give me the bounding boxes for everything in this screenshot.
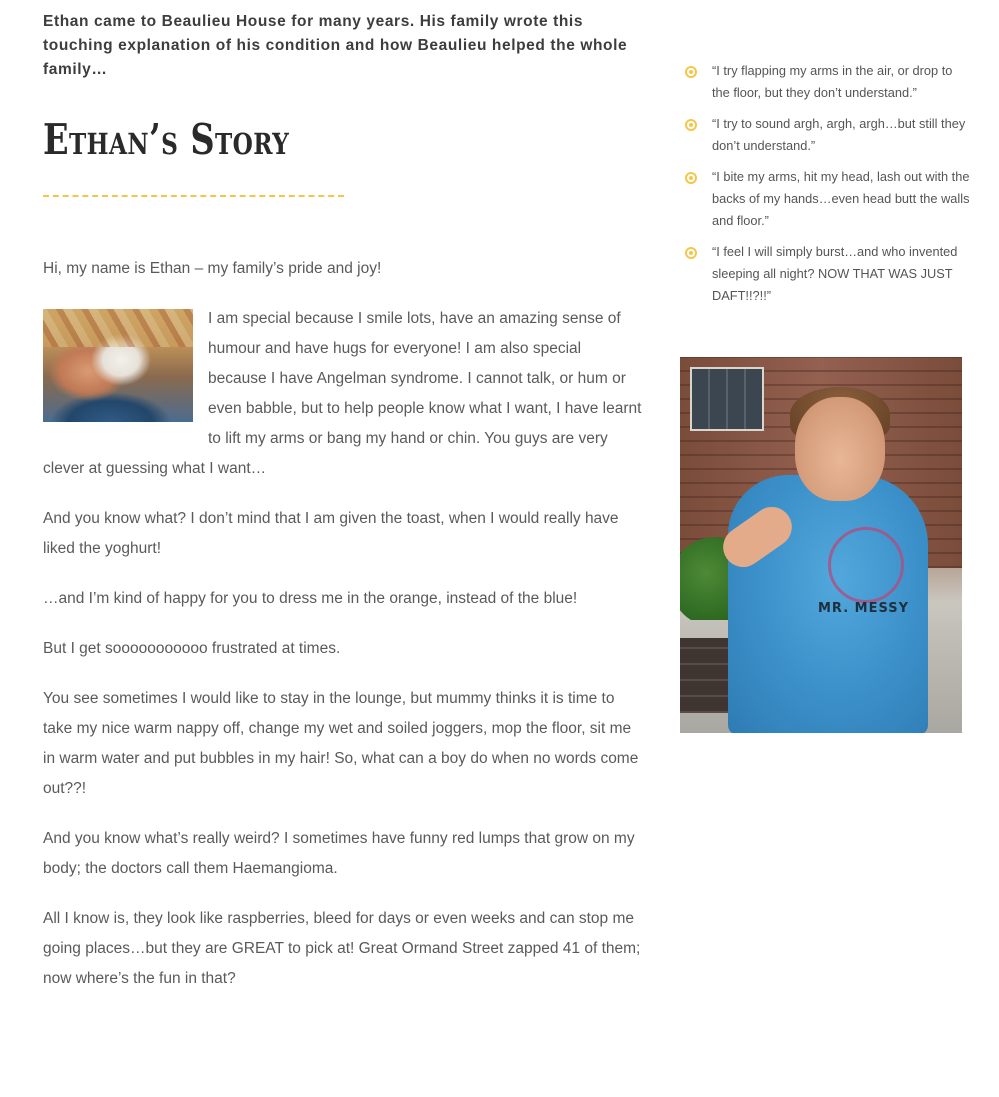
paragraph: But I get sooooooooooo frustrated at times.	[43, 640, 341, 657]
quote-item	[680, 166, 970, 232]
bullet-icon	[685, 172, 697, 184]
paragraph-text: I am special because I smile lots, have an amazing sense of humour and have hugs for everyone! I am also special because I have Angelman syndrome. I cannot talk, or hum or even babble, but to help people know what I want, I have learnt to lift my arms or bang my hand or chin. You guys are very clever at guessing what I want…	[43, 310, 642, 477]
bullet-icon	[685, 119, 697, 131]
article-body	[43, 254, 643, 994]
paragraph: And you know what’s really weird? I sometimes have funny red lumps that grow on my body; the doctors call them Haemangioma.	[43, 830, 635, 877]
quote-text: “I bite my arms, hit my head, lash out with the backs of my hands…even head butt the walls and floor.”	[712, 169, 970, 228]
quote-list	[680, 60, 970, 307]
ethan-playing-photo	[680, 357, 962, 733]
ethan-bowl-photo	[43, 309, 193, 422]
shirt-print-text: MR. MESSY	[818, 601, 910, 616]
bullet-icon	[685, 247, 697, 259]
quotes-sidebar	[680, 60, 970, 316]
quote-text: “I try flapping my arms in the air, or drop to the floor, but they don’t understand.”	[712, 63, 953, 100]
paragraph: Hi, my name is Ethan – my family’s pride and joy!	[43, 260, 382, 277]
paragraph-with-photo	[43, 304, 643, 484]
paragraph: And you know what? I don’t mind that I am given the toast, when I would really have liked the yoghurt!	[43, 510, 619, 557]
title-divider	[43, 195, 344, 197]
paragraph: …and I’m kind of happy for you to dress me in the orange, instead of the blue!	[43, 590, 578, 607]
paragraph: All I know is, they look like raspberries, bleed for days or even weeks and can stop me going places…but they are GREAT to pick at! Great Ormand Street zapped 41 of them; now where’s the fun in that?	[43, 910, 641, 987]
paragraph: You see sometimes I would like to stay in the lounge, but mummy thinks it is time to take my nice warm nappy off, change my wet and soiled joggers, mop the floor, sit me in warm water and put bubbles in my hair! So, what can a boy do when no words come out??!	[43, 690, 639, 797]
quote-item	[680, 60, 970, 104]
quote-item	[680, 113, 970, 157]
quote-text: “I try to sound argh, argh, argh…but still they don’t understand.”	[712, 116, 966, 153]
bullet-icon	[685, 66, 697, 78]
quote-text: “I feel I will simply burst…and who invented sleeping all night? NOW THAT WAS JUST DAFT!!?!!”	[712, 244, 958, 303]
article-intro: Ethan came to Beaulieu House for many years. His family wrote this touching explanation of his condition and how Beaulieu helped the whole family…	[43, 13, 628, 78]
quote-item	[680, 241, 970, 307]
page-title: Ethan’s Story	[43, 115, 290, 164]
article-main	[43, 10, 643, 1014]
